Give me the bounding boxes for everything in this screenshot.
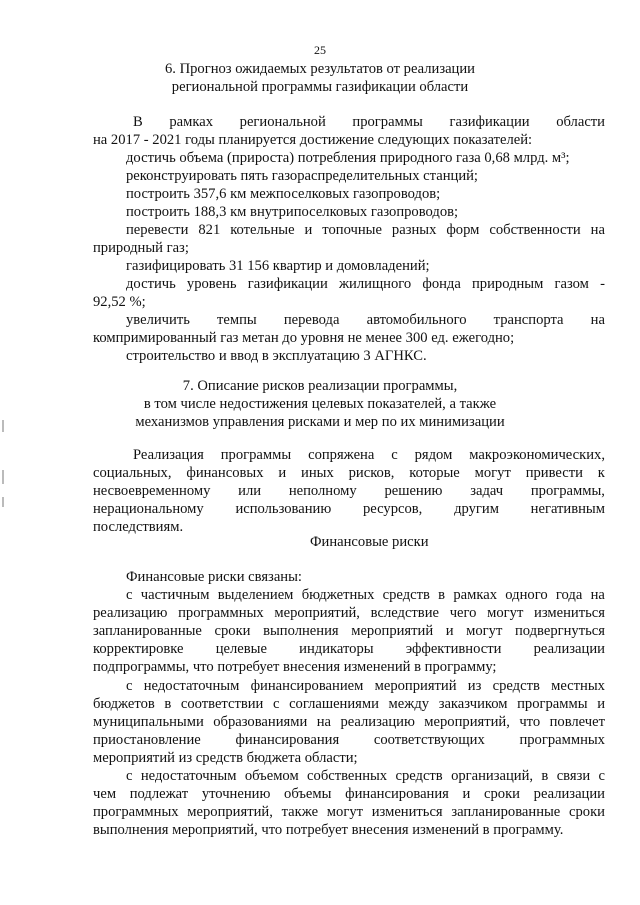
word: сроки [214,623,251,639]
word: запланированные [93,623,202,639]
section6-intro-line1 [133,113,605,131]
risk2-line1 [126,677,605,695]
word: с [126,768,133,784]
word: топочные [322,222,382,238]
word: уточнению [201,786,271,802]
risk3-line2 [93,785,605,803]
word: мероприятий [374,678,457,694]
word: местных [551,678,605,694]
word: финансированием [250,678,364,694]
section7-title-line2: в том числе недостижения целевых показателей, а также [143,396,497,412]
word: объемы [284,786,332,802]
word: области [556,114,605,130]
word: на [316,714,331,730]
word: с [391,447,398,463]
word: ресурсов, [363,501,423,517]
word: перевода [283,312,340,328]
word: рядом [414,447,453,463]
word: использованию [235,501,332,517]
section6-title-line1: 6. Прогноз ожидаемых результатов от реализации [164,61,475,77]
section7-p1-line2 [93,464,605,482]
word: котельные [230,222,295,238]
word: на [590,312,605,328]
section6-item: построить 357,6 км межпоселковых газопроводов; [126,186,441,202]
section7-p1-line4 [93,500,605,518]
word: привести [525,465,583,481]
section6-item: достичь объема (прироста) потребления природного газа 0,68 млрд. м³; [126,150,570,166]
word: перевести [126,222,189,238]
word: уровень [186,276,237,292]
word: программы [517,696,588,712]
word: неполному [288,483,357,499]
word: запланированные [451,804,561,820]
word: в [438,587,446,603]
word: бюджетных [301,587,375,603]
risk2-line4 [93,731,605,749]
word: соответствии [180,696,264,712]
word: бюджетов [93,696,155,712]
word: подлежат [129,786,189,802]
risk2-line3 [93,713,605,731]
word: сопряжена [308,447,375,463]
word: реализацию [93,605,168,621]
word: программных [178,605,264,621]
section6-item: построить 188,3 км внутрипоселковых газопроводов; [126,204,459,220]
word: мероприятий, [424,714,510,730]
page-number: 25 [314,43,326,57]
word: также [281,804,319,820]
word: целевые [215,641,267,657]
word: выделением [217,587,294,603]
word: фонда [422,276,461,292]
section6-intro-line2: на 2017 - 2021 годы планируется достижение следующих показателей: [93,132,533,148]
risk2-line2 [93,695,605,713]
word: реализацию [340,714,415,730]
word: сроки [484,786,520,802]
word: соответствующих [373,732,485,748]
word: могут [326,804,363,820]
risk3-line3 [93,803,605,821]
word: программных [93,804,179,820]
word: В [133,114,143,130]
word: - [600,276,605,292]
section6-item7-line1 [126,275,605,293]
word: с [272,696,280,712]
risk3-line1 [126,767,605,785]
word: природным [471,276,544,292]
word: вследствие [370,605,439,621]
risk1-line4 [93,640,605,658]
word: заказчиком [438,696,508,712]
section6-item5-line2: природный газ; [93,240,189,256]
word: газификации [449,114,530,130]
margin-scan-mark [2,497,4,507]
word: иных [301,465,334,481]
word: и [278,465,287,481]
word: эффективности [405,641,502,657]
section7-title-line1: 7. Описание рисков реализации программы, [182,378,458,394]
word: нерациональному [93,501,204,517]
word: решению [384,483,443,499]
word: приостановление [93,732,201,748]
word: могут [474,465,511,481]
risk1-line3 [93,622,605,640]
word: чем [93,786,117,802]
word: 821 [198,222,221,238]
word: соглашениями [289,696,379,712]
word: связи [556,768,591,784]
word: программы [220,447,292,463]
section6-item7-line2: 92,52 %; [93,294,146,310]
word: рисков, [348,465,395,481]
section6-item: реконструировать пять газораспределительных станций; [126,168,478,184]
risk2-line5: мероприятий из средств бюджета области; [93,750,358,766]
word: чего [449,605,477,621]
section6-title-line2: региональной программы газификации области [171,79,469,95]
margin-scan-mark [2,420,4,432]
word: могут [466,623,503,639]
word: жилищного [338,276,412,292]
word: к [597,465,605,481]
word: корректировке [93,641,184,657]
word: недостаточным [140,768,237,784]
word: измениться [371,804,443,820]
word: года [555,587,583,603]
word: программы [352,114,423,130]
section6-item8-line1 [126,311,605,329]
financial-risks-intro: Финансовые риски связаны: [126,569,302,585]
word: одного [505,587,548,603]
word: макроэкономических, [469,447,605,463]
word: финансирования [235,732,340,748]
risk1-line5: подпрограммы, что потребует внесения изменений в программу; [93,659,497,675]
word: с [126,587,133,603]
word: Реализация [133,447,204,463]
word: средств [492,678,540,694]
word: финансовых [186,465,264,481]
word: и [597,696,605,712]
word: на [590,587,605,603]
section6-item8-line2: компримированный газ метан до уровня не менее 300 ед. ежегодно; [93,330,515,346]
word: реализации [533,641,605,657]
word: форм [446,222,480,238]
word: частичным [140,587,210,603]
section6-item5-line1 [126,221,605,239]
word: и [304,222,313,238]
word: объемом [244,768,299,784]
risk1-line2 [93,604,605,622]
risk1-line1 [126,586,605,604]
risk3-line4: выполнения мероприятий, что потребует внесения изменений в программу. [93,822,564,838]
word: увеличить [126,312,190,328]
word: средств [395,768,443,784]
word: повлечет [549,714,605,730]
word: темпы [216,312,257,328]
word: разных [391,222,437,238]
section6-item6: газифицировать 31 156 квартир и домовладений; [126,258,430,274]
section7-p1-line5: последствиям. [93,519,184,535]
word: в [541,768,549,784]
word: программы, [530,483,605,499]
word: газом [554,276,589,292]
word: или [238,483,262,499]
word: на [590,222,605,238]
section7-p1-line3 [93,482,605,500]
word: социальных, [93,465,172,481]
section7-p1-line1 [133,446,605,464]
word: мероприятий, [274,605,360,621]
word: индикаторы [299,641,374,657]
word: негативным [530,501,605,517]
word: реализации [533,786,605,802]
word: сроки [569,804,605,820]
word: мероприятий, [187,804,273,820]
word: недостаточным [143,678,240,694]
word: с [126,678,133,694]
word: достичь [126,276,176,292]
word: и [462,786,471,802]
word: организаций, [451,768,534,784]
word: мероприятий [351,623,434,639]
word: которые [409,465,460,481]
word: и [445,623,454,639]
word: транспорта [493,312,564,328]
word: программных [519,732,605,748]
word: рамках [453,587,498,603]
financial-risks-subtitle: Финансовые риски [310,534,429,550]
word: несвоевременному [93,483,211,499]
word: собственности [489,222,581,238]
word: между [388,696,430,712]
word: рамках [169,114,214,130]
word: региональной [239,114,326,130]
word: образованиями [213,714,308,730]
word: задач [470,483,504,499]
word: подвергнуться [514,623,605,639]
section7-title-line3: механизмов управления рисками и мер по их минимизации [135,414,505,430]
word: средств [382,587,430,603]
section6-item9: строительство и ввод в эксплуатацию 3 АГНКС. [126,348,427,364]
word: выполнения [263,623,339,639]
word: в [164,696,172,712]
word: газификации [247,276,328,292]
word: муниципальными [93,714,204,730]
word: другим [454,501,499,517]
word: собственных [307,768,388,784]
word: финансирования [345,786,449,802]
word: с [598,768,605,784]
word: что [519,714,541,730]
word: могут [487,605,524,621]
margin-scan-mark [2,470,4,484]
word: измениться [534,605,605,621]
word: автомобильного [366,312,467,328]
word: из [467,678,482,694]
